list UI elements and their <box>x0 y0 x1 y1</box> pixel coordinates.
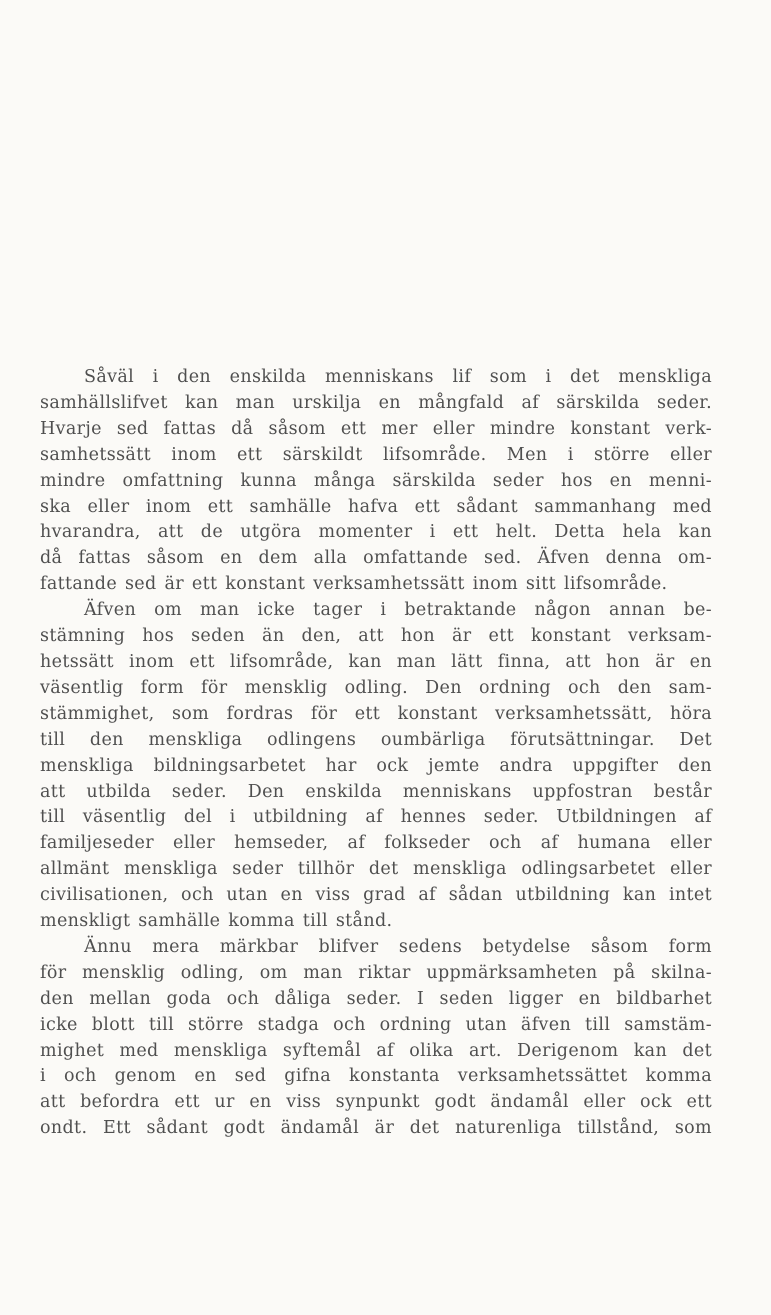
text-line: att befordra ett ur en viss synpunkt godt ändamål eller ock ett <box>40 1092 712 1113</box>
text-line: samhällslifvet kan man urskilja en mångfald af särskilda seder. <box>40 392 712 413</box>
text-line: mindre omfattning kunna många särskilda seder hos en menni- <box>40 470 712 491</box>
text-line: Ännu mera märkbar blifver sedens betydelse såsom form <box>84 936 712 957</box>
text-line: Såväl i den enskilda menniskans lif som i det menskliga <box>84 367 712 387</box>
text-line: ska eller inom ett samhälle hafva ett sådant sammanhang med <box>40 496 712 517</box>
text-line: mighet med menskliga syftemål af olika art. Derigenom kan det <box>40 1040 712 1061</box>
text-line: hvarandra, att de utgöra momenter i ett helt. Detta hela kan <box>40 522 712 543</box>
body-text <box>40 365 712 1142</box>
text-line: civilisationen, och utan en viss grad af sådan utbildning kan intet <box>40 885 712 906</box>
text-line: då fattas såsom en dem alla omfattande sed. Äfven denna om- <box>40 548 712 569</box>
text-line: fattande sed är ett konstant verksamhetssätt inom sitt lifsområde. <box>40 574 668 595</box>
text-line: stämmighet, som fordras för ett konstant verksamhetssätt, höra <box>40 703 712 724</box>
text-line: hetssätt inom ett lifsområde, kan man lätt finna, att hon är en <box>40 651 712 672</box>
text-line: ondt. Ett sådant godt ändamål är det naturenliga tillstånd, som <box>40 1118 712 1139</box>
text-line: menskliga bildningsarbetet har ock jemte andra uppgifter den <box>40 755 712 776</box>
text-line: till den menskliga odlingens oumbärliga förutsättningar. Det <box>40 729 712 750</box>
text-line: icke blott till större stadga och ordning utan äfven till samstäm- <box>40 1014 712 1035</box>
text-line: samhetssätt inom ett särskildt lifsområde. Men i större eller <box>40 444 712 465</box>
text-line: den mellan goda och dåliga seder. I seden ligger en bildbarhet <box>40 988 712 1009</box>
text-line: i och genom en sed gifna konstanta verksamhetssättet komma <box>40 1066 712 1087</box>
text-line: menskligt samhälle komma till stånd. <box>40 911 393 932</box>
text-line: stämning hos seden än den, att hon är ett konstant verksam- <box>40 626 712 647</box>
text-line: till väsentlig del i utbildning af hennes seder. Utbildningen af <box>40 807 712 828</box>
text-line: Hvarje sed fattas då såsom ett mer eller mindre konstant verk- <box>40 418 712 439</box>
text-line: att utbilda seder. Den enskilda menniskans uppfostran består <box>40 781 712 802</box>
text-line: för mensklig odling, om man riktar uppmärksamheten på skilna- <box>40 962 712 983</box>
text-line: väsentlig form för mensklig odling. Den ordning och den sam- <box>40 677 712 698</box>
text-line: familjeseder eller hemseder, af folkseder och af humana eller <box>40 833 712 854</box>
text-line: allmänt menskliga seder tillhör det menskliga odlingsarbetet eller <box>40 859 712 880</box>
text-line: Äfven om man icke tager i betraktande någon annan be- <box>84 600 712 621</box>
